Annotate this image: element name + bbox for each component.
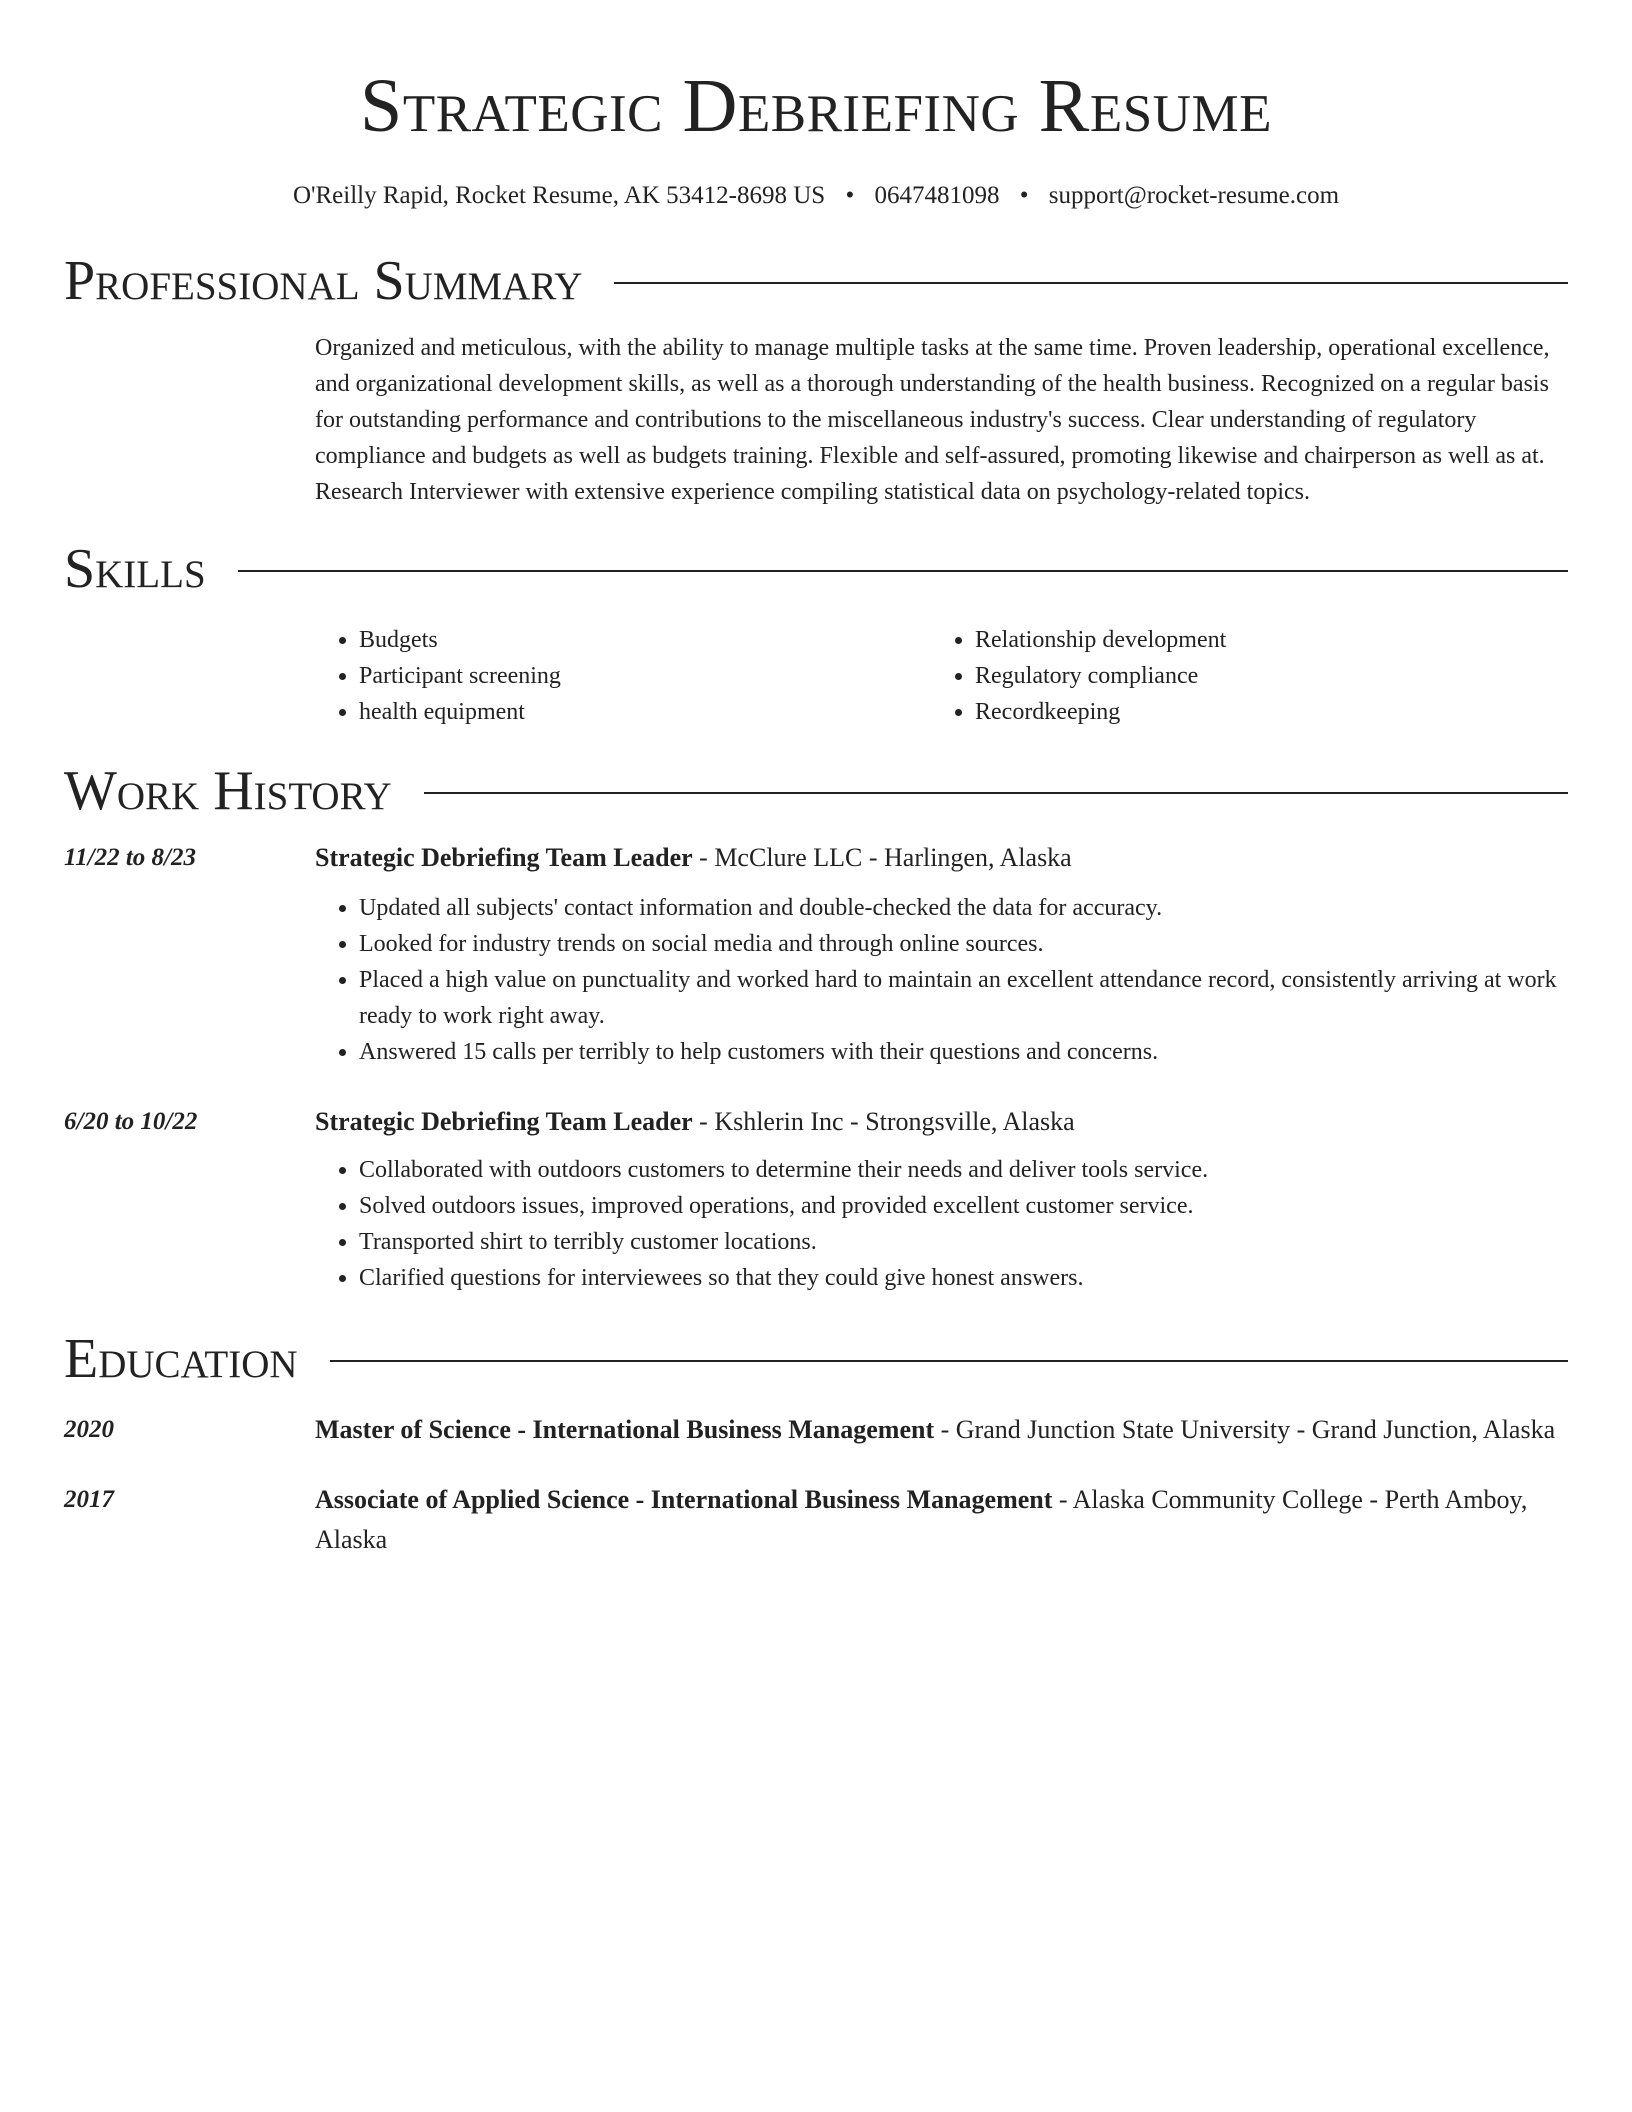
contact-email: support@rocket-resume.com xyxy=(1048,182,1340,209)
education-entry xyxy=(64,1480,1568,1560)
job-bullet: • Transported shirt to terribly customer locations. xyxy=(359,1224,1568,1260)
resume-header xyxy=(64,58,1568,212)
section-divider xyxy=(424,792,1568,794)
skill-item: • Relationship development xyxy=(975,622,1547,658)
job-entry xyxy=(64,1104,1568,1296)
job-bullet: • Answered 15 calls per terribly to help customers with their questions and concerns. xyxy=(359,1034,1568,1070)
job-title-line xyxy=(315,1104,1568,1140)
education-year: 2017 xyxy=(64,1486,114,1513)
skills-title: Skills xyxy=(64,538,206,600)
job-bullet: • Clarified questions for interviewees so that they could give honest answers. xyxy=(359,1260,1568,1296)
skills-section xyxy=(64,536,1568,730)
summary-title: Professional Summary xyxy=(64,250,583,312)
job-bullet: • Placed a high value on punctuality and worked hard to maintain an excellent attendance record, consistently arriving at work ready to work right away. xyxy=(359,962,1568,1034)
job-role: Strategic Debriefing Team Leader xyxy=(315,843,693,872)
job-title-line xyxy=(315,840,1568,876)
summary-text: Organized and meticulous, with the ability to manage multiple tasks at the same time. Proven leadership, operational excellence, and organizational development skills, as well as a thorough understanding of the health business. Recognized on a regular basis for outstanding performance and contributions to the miscellaneous industry's success. Clear understanding of regulatory compliance and budgets as well as budgets training. Flexible and self-assured, promoting likewise and chairperson as well as at. Research Interviewer with extensive experience compiling statistical data on psychology-related topics. xyxy=(315,335,1550,505)
education-details: - Grand Junction State University - Grand Junction, Alaska xyxy=(934,1415,1556,1444)
skill-item: • health equipment xyxy=(359,694,931,730)
contact-separator: • xyxy=(845,182,855,209)
education-content xyxy=(315,1480,1568,1560)
education-heading-row xyxy=(64,1326,1568,1392)
education-title: Education xyxy=(64,1328,298,1390)
resume-name: Strategic Debriefing Resume xyxy=(360,64,1272,148)
contact-address: O'Reilly Rapid, Rocket Resume, AK 53412-8698 US xyxy=(292,182,826,209)
skill-item: • Budgets xyxy=(359,622,931,658)
job-content xyxy=(315,1104,1568,1296)
contact-line xyxy=(64,180,1568,212)
work-title: Work History xyxy=(64,760,392,822)
job-dates: 11/22 to 8/23 xyxy=(64,844,196,871)
skills-list xyxy=(315,622,1568,730)
job-bullets xyxy=(315,890,1568,1070)
section-divider xyxy=(614,282,1568,284)
job-dates: 6/20 to 10/22 xyxy=(64,1108,198,1135)
skills-column-right xyxy=(931,622,1547,730)
skill-item: • Participant screening xyxy=(359,658,931,694)
education-degree: Associate of Applied Science - International Business Management xyxy=(315,1485,1053,1514)
summary-heading-row xyxy=(64,248,1568,314)
skill-item: • Recordkeeping xyxy=(975,694,1547,730)
job-bullet: • Updated all subjects' contact information and double-checked the data for accuracy. xyxy=(359,890,1568,926)
skills-column-left xyxy=(315,622,931,730)
job-entry xyxy=(64,840,1568,1070)
section-divider xyxy=(330,1360,1568,1362)
education-section xyxy=(64,1326,1568,1560)
education-entry xyxy=(64,1410,1568,1450)
job-details: - Kshlerin Inc - Strongsville, Alaska xyxy=(692,1107,1075,1136)
job-bullets xyxy=(315,1152,1568,1296)
education-details: - Alaska Community College - Perth Amboy, Alaska xyxy=(315,1485,1528,1554)
job-bullet: • Collaborated with outdoors customers to determine their needs and deliver tools service. xyxy=(359,1152,1568,1188)
job-bullet: • Solved outdoors issues, improved operations, and provided excellent customer service. xyxy=(359,1188,1568,1224)
work-section xyxy=(64,758,1568,1296)
contact-separator: • xyxy=(1019,182,1029,209)
job-details: - McClure LLC - Harlingen, Alaska xyxy=(692,843,1072,872)
job-role: Strategic Debriefing Team Leader xyxy=(315,1107,693,1136)
skills-heading-row xyxy=(64,536,1568,602)
job-bullet: • Looked for industry trends on social media and through online sources. xyxy=(359,926,1568,962)
summary-section xyxy=(64,248,1568,510)
education-content xyxy=(315,1410,1568,1450)
education-year: 2020 xyxy=(64,1416,114,1443)
skill-item: • Regulatory compliance xyxy=(975,658,1547,694)
contact-phone: 0647481098 xyxy=(874,182,1000,209)
work-heading-row xyxy=(64,758,1568,824)
education-degree: Master of Science - International Business Management xyxy=(315,1415,935,1444)
section-divider xyxy=(238,570,1568,572)
job-content xyxy=(315,840,1568,1070)
